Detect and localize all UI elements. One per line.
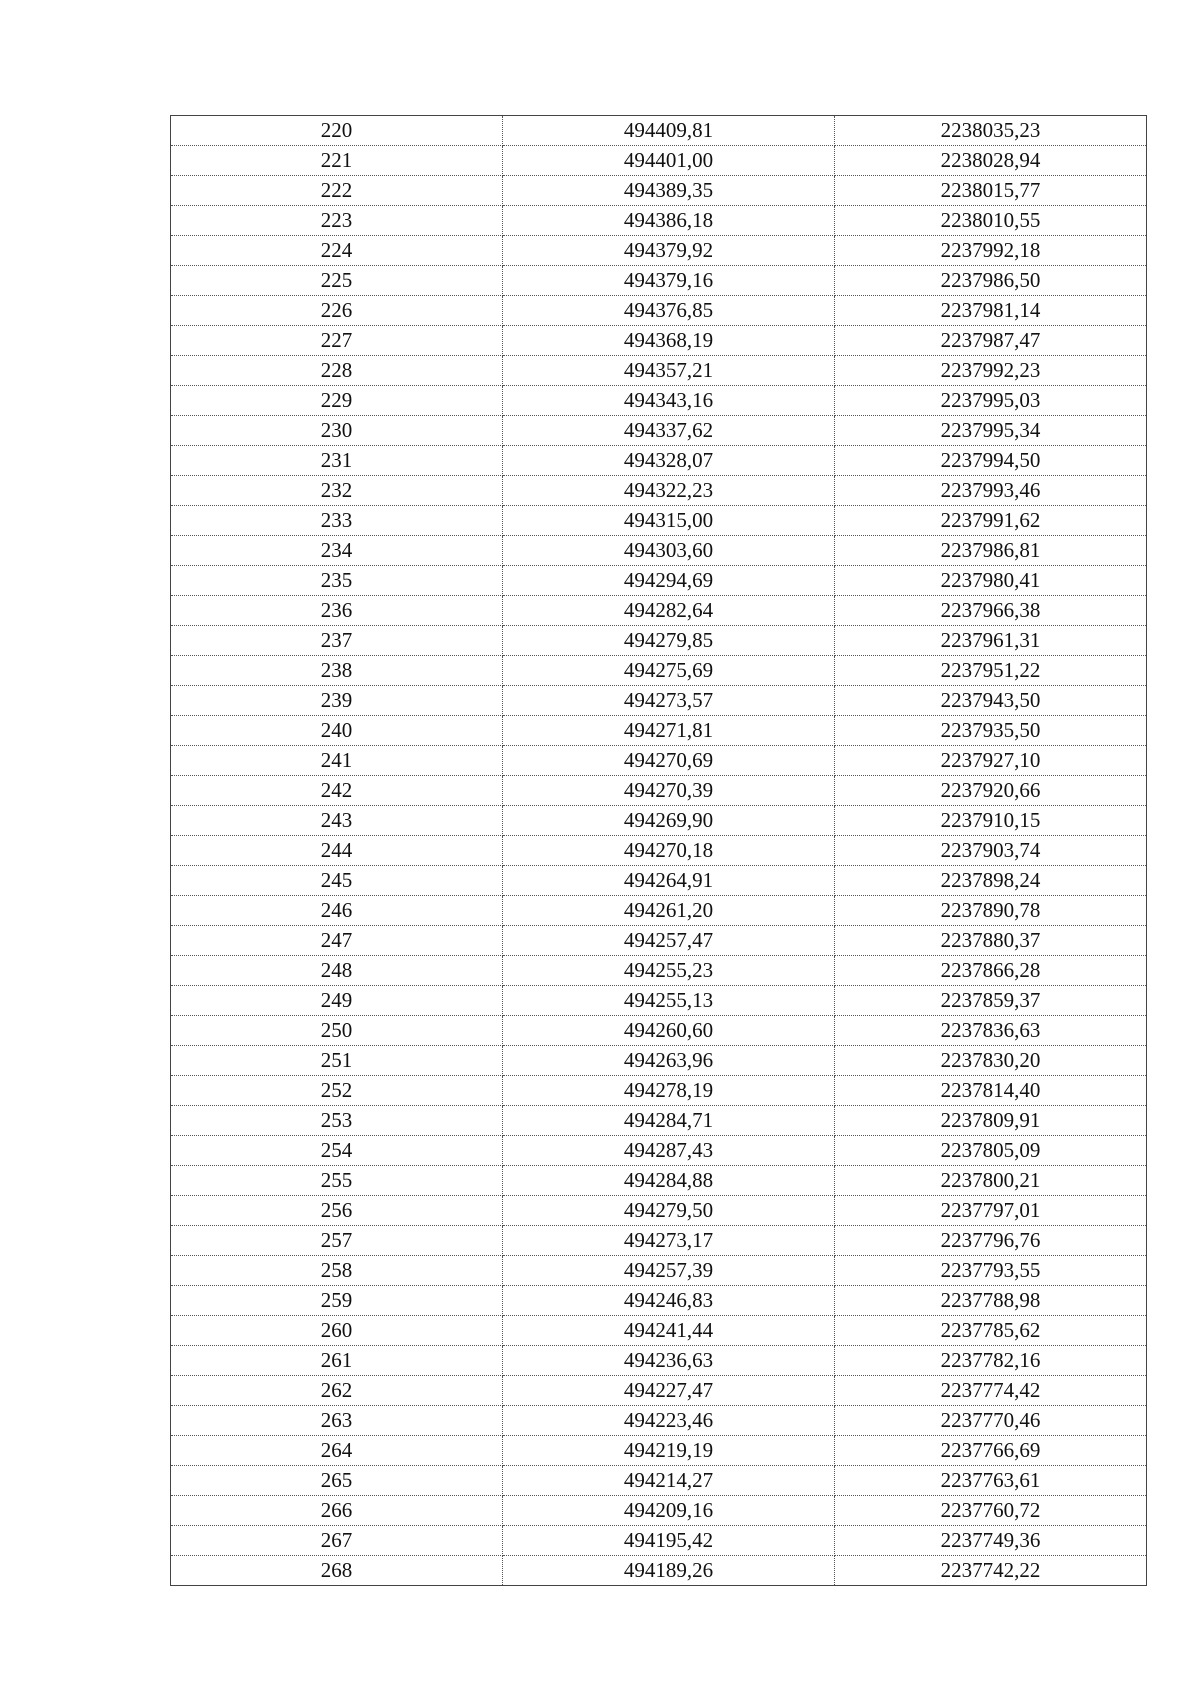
point-number-cell: 227 bbox=[171, 326, 503, 356]
table-row bbox=[171, 776, 1147, 806]
point-number-cell: 254 bbox=[171, 1136, 503, 1166]
point-number-cell: 225 bbox=[171, 266, 503, 296]
table-row bbox=[171, 1016, 1147, 1046]
x-coordinate-cell: 494409,81 bbox=[503, 116, 835, 146]
y-coordinate-cell: 2237992,18 bbox=[835, 236, 1147, 266]
x-coordinate-cell: 494246,83 bbox=[503, 1286, 835, 1316]
y-coordinate-cell: 2237782,16 bbox=[835, 1346, 1147, 1376]
y-coordinate-cell: 2237910,15 bbox=[835, 806, 1147, 836]
point-number-cell: 255 bbox=[171, 1166, 503, 1196]
table-row bbox=[171, 476, 1147, 506]
table-row bbox=[171, 236, 1147, 266]
x-coordinate-cell: 494261,20 bbox=[503, 896, 835, 926]
x-coordinate-cell: 494269,90 bbox=[503, 806, 835, 836]
x-coordinate-cell: 494337,62 bbox=[503, 416, 835, 446]
point-number-cell: 257 bbox=[171, 1226, 503, 1256]
point-number-cell: 247 bbox=[171, 926, 503, 956]
point-number-cell: 243 bbox=[171, 806, 503, 836]
x-coordinate-cell: 494279,85 bbox=[503, 626, 835, 656]
table-row bbox=[171, 1496, 1147, 1526]
y-coordinate-cell: 2237898,24 bbox=[835, 866, 1147, 896]
point-number-cell: 222 bbox=[171, 176, 503, 206]
point-number-cell: 229 bbox=[171, 386, 503, 416]
x-coordinate-cell: 494284,71 bbox=[503, 1106, 835, 1136]
x-coordinate-cell: 494236,63 bbox=[503, 1346, 835, 1376]
table-row bbox=[171, 656, 1147, 686]
y-coordinate-cell: 2238015,77 bbox=[835, 176, 1147, 206]
x-coordinate-cell: 494264,91 bbox=[503, 866, 835, 896]
table-row bbox=[171, 626, 1147, 656]
y-coordinate-cell: 2237992,23 bbox=[835, 356, 1147, 386]
table-row bbox=[171, 1316, 1147, 1346]
table-row bbox=[171, 176, 1147, 206]
point-number-cell: 256 bbox=[171, 1196, 503, 1226]
y-coordinate-cell: 2237991,62 bbox=[835, 506, 1147, 536]
point-number-cell: 264 bbox=[171, 1436, 503, 1466]
x-coordinate-cell: 494379,92 bbox=[503, 236, 835, 266]
point-number-cell: 226 bbox=[171, 296, 503, 326]
coordinates-table bbox=[170, 115, 1147, 1586]
point-number-cell: 259 bbox=[171, 1286, 503, 1316]
table-row bbox=[171, 446, 1147, 476]
y-coordinate-cell: 2237980,41 bbox=[835, 566, 1147, 596]
x-coordinate-cell: 494357,21 bbox=[503, 356, 835, 386]
table-row bbox=[171, 1406, 1147, 1436]
y-coordinate-cell: 2237986,81 bbox=[835, 536, 1147, 566]
x-coordinate-cell: 494275,69 bbox=[503, 656, 835, 686]
y-coordinate-cell: 2238035,23 bbox=[835, 116, 1147, 146]
table-row bbox=[171, 926, 1147, 956]
table-row bbox=[171, 596, 1147, 626]
x-coordinate-cell: 494303,60 bbox=[503, 536, 835, 566]
y-coordinate-cell: 2237760,72 bbox=[835, 1496, 1147, 1526]
x-coordinate-cell: 494294,69 bbox=[503, 566, 835, 596]
table-row bbox=[171, 836, 1147, 866]
y-coordinate-cell: 2237774,42 bbox=[835, 1376, 1147, 1406]
table-row bbox=[171, 296, 1147, 326]
point-number-cell: 241 bbox=[171, 746, 503, 776]
point-number-cell: 244 bbox=[171, 836, 503, 866]
y-coordinate-cell: 2237866,28 bbox=[835, 956, 1147, 986]
table-row bbox=[171, 416, 1147, 446]
point-number-cell: 261 bbox=[171, 1346, 503, 1376]
x-coordinate-cell: 494376,85 bbox=[503, 296, 835, 326]
table-row bbox=[171, 326, 1147, 356]
table-row bbox=[171, 1166, 1147, 1196]
x-coordinate-cell: 494328,07 bbox=[503, 446, 835, 476]
table-row bbox=[171, 1466, 1147, 1496]
table-row bbox=[171, 206, 1147, 236]
point-number-cell: 221 bbox=[171, 146, 503, 176]
y-coordinate-cell: 2237943,50 bbox=[835, 686, 1147, 716]
y-coordinate-cell: 2237920,66 bbox=[835, 776, 1147, 806]
point-number-cell: 236 bbox=[171, 596, 503, 626]
y-coordinate-cell: 2237830,20 bbox=[835, 1046, 1147, 1076]
x-coordinate-cell: 494401,00 bbox=[503, 146, 835, 176]
table-row bbox=[171, 1346, 1147, 1376]
x-coordinate-cell: 494273,57 bbox=[503, 686, 835, 716]
table-row bbox=[171, 686, 1147, 716]
point-number-cell: 232 bbox=[171, 476, 503, 506]
x-coordinate-cell: 494368,19 bbox=[503, 326, 835, 356]
point-number-cell: 224 bbox=[171, 236, 503, 266]
coordinates-table-body bbox=[171, 116, 1147, 1586]
y-coordinate-cell: 2237785,62 bbox=[835, 1316, 1147, 1346]
table-row bbox=[171, 1106, 1147, 1136]
point-number-cell: 251 bbox=[171, 1046, 503, 1076]
x-coordinate-cell: 494260,60 bbox=[503, 1016, 835, 1046]
x-coordinate-cell: 494284,88 bbox=[503, 1166, 835, 1196]
x-coordinate-cell: 494223,46 bbox=[503, 1406, 835, 1436]
y-coordinate-cell: 2237987,47 bbox=[835, 326, 1147, 356]
y-coordinate-cell: 2237986,50 bbox=[835, 266, 1147, 296]
point-number-cell: 262 bbox=[171, 1376, 503, 1406]
x-coordinate-cell: 494282,64 bbox=[503, 596, 835, 626]
point-number-cell: 266 bbox=[171, 1496, 503, 1526]
x-coordinate-cell: 494214,27 bbox=[503, 1466, 835, 1496]
point-number-cell: 230 bbox=[171, 416, 503, 446]
table-row bbox=[171, 266, 1147, 296]
table-row bbox=[171, 896, 1147, 926]
x-coordinate-cell: 494270,18 bbox=[503, 836, 835, 866]
table-row bbox=[171, 386, 1147, 416]
x-coordinate-cell: 494278,19 bbox=[503, 1076, 835, 1106]
x-coordinate-cell: 494379,16 bbox=[503, 266, 835, 296]
table-row bbox=[171, 506, 1147, 536]
point-number-cell: 246 bbox=[171, 896, 503, 926]
x-coordinate-cell: 494386,18 bbox=[503, 206, 835, 236]
point-number-cell: 240 bbox=[171, 716, 503, 746]
x-coordinate-cell: 494255,23 bbox=[503, 956, 835, 986]
y-coordinate-cell: 2237961,31 bbox=[835, 626, 1147, 656]
y-coordinate-cell: 2237890,78 bbox=[835, 896, 1147, 926]
table-row bbox=[171, 146, 1147, 176]
point-number-cell: 265 bbox=[171, 1466, 503, 1496]
y-coordinate-cell: 2238028,94 bbox=[835, 146, 1147, 176]
x-coordinate-cell: 494315,00 bbox=[503, 506, 835, 536]
y-coordinate-cell: 2237880,37 bbox=[835, 926, 1147, 956]
point-number-cell: 238 bbox=[171, 656, 503, 686]
table-row bbox=[171, 1286, 1147, 1316]
point-number-cell: 249 bbox=[171, 986, 503, 1016]
point-number-cell: 250 bbox=[171, 1016, 503, 1046]
y-coordinate-cell: 2237788,98 bbox=[835, 1286, 1147, 1316]
x-coordinate-cell: 494270,39 bbox=[503, 776, 835, 806]
x-coordinate-cell: 494219,19 bbox=[503, 1436, 835, 1466]
y-coordinate-cell: 2237749,36 bbox=[835, 1526, 1147, 1556]
y-coordinate-cell: 2237995,34 bbox=[835, 416, 1147, 446]
y-coordinate-cell: 2237927,10 bbox=[835, 746, 1147, 776]
x-coordinate-cell: 494287,43 bbox=[503, 1136, 835, 1166]
point-number-cell: 235 bbox=[171, 566, 503, 596]
x-coordinate-cell: 494189,26 bbox=[503, 1556, 835, 1586]
point-number-cell: 253 bbox=[171, 1106, 503, 1136]
y-coordinate-cell: 2237742,22 bbox=[835, 1556, 1147, 1586]
point-number-cell: 263 bbox=[171, 1406, 503, 1436]
table-row bbox=[171, 1436, 1147, 1466]
x-coordinate-cell: 494209,16 bbox=[503, 1496, 835, 1526]
table-row bbox=[171, 866, 1147, 896]
y-coordinate-cell: 2237859,37 bbox=[835, 986, 1147, 1016]
y-coordinate-cell: 2237796,76 bbox=[835, 1226, 1147, 1256]
point-number-cell: 242 bbox=[171, 776, 503, 806]
y-coordinate-cell: 2237770,46 bbox=[835, 1406, 1147, 1436]
table-row bbox=[171, 1556, 1147, 1586]
point-number-cell: 252 bbox=[171, 1076, 503, 1106]
table-row bbox=[171, 716, 1147, 746]
y-coordinate-cell: 2237800,21 bbox=[835, 1166, 1147, 1196]
table-row bbox=[171, 1376, 1147, 1406]
y-coordinate-cell: 2237993,46 bbox=[835, 476, 1147, 506]
table-row bbox=[171, 116, 1147, 146]
y-coordinate-cell: 2237935,50 bbox=[835, 716, 1147, 746]
x-coordinate-cell: 494227,47 bbox=[503, 1376, 835, 1406]
point-number-cell: 220 bbox=[171, 116, 503, 146]
table-row bbox=[171, 566, 1147, 596]
point-number-cell: 231 bbox=[171, 446, 503, 476]
y-coordinate-cell: 2237809,91 bbox=[835, 1106, 1147, 1136]
y-coordinate-cell: 2238010,55 bbox=[835, 206, 1147, 236]
table-row bbox=[171, 1196, 1147, 1226]
x-coordinate-cell: 494271,81 bbox=[503, 716, 835, 746]
x-coordinate-cell: 494195,42 bbox=[503, 1526, 835, 1556]
table-row bbox=[171, 986, 1147, 1016]
y-coordinate-cell: 2237836,63 bbox=[835, 1016, 1147, 1046]
x-coordinate-cell: 494279,50 bbox=[503, 1196, 835, 1226]
table-row bbox=[171, 746, 1147, 776]
y-coordinate-cell: 2237981,14 bbox=[835, 296, 1147, 326]
x-coordinate-cell: 494257,39 bbox=[503, 1256, 835, 1286]
table-row bbox=[171, 1046, 1147, 1076]
x-coordinate-cell: 494257,47 bbox=[503, 926, 835, 956]
table-row bbox=[171, 956, 1147, 986]
y-coordinate-cell: 2237797,01 bbox=[835, 1196, 1147, 1226]
y-coordinate-cell: 2237995,03 bbox=[835, 386, 1147, 416]
table-row bbox=[171, 1526, 1147, 1556]
x-coordinate-cell: 494263,96 bbox=[503, 1046, 835, 1076]
point-number-cell: 237 bbox=[171, 626, 503, 656]
point-number-cell: 234 bbox=[171, 536, 503, 566]
y-coordinate-cell: 2237951,22 bbox=[835, 656, 1147, 686]
point-number-cell: 228 bbox=[171, 356, 503, 386]
x-coordinate-cell: 494241,44 bbox=[503, 1316, 835, 1346]
y-coordinate-cell: 2237766,69 bbox=[835, 1436, 1147, 1466]
point-number-cell: 223 bbox=[171, 206, 503, 236]
table-row bbox=[171, 1256, 1147, 1286]
point-number-cell: 233 bbox=[171, 506, 503, 536]
point-number-cell: 245 bbox=[171, 866, 503, 896]
y-coordinate-cell: 2237903,74 bbox=[835, 836, 1147, 866]
point-number-cell: 239 bbox=[171, 686, 503, 716]
y-coordinate-cell: 2237966,38 bbox=[835, 596, 1147, 626]
point-number-cell: 268 bbox=[171, 1556, 503, 1586]
point-number-cell: 260 bbox=[171, 1316, 503, 1346]
table-row bbox=[171, 356, 1147, 386]
y-coordinate-cell: 2237994,50 bbox=[835, 446, 1147, 476]
point-number-cell: 267 bbox=[171, 1526, 503, 1556]
y-coordinate-cell: 2237793,55 bbox=[835, 1256, 1147, 1286]
x-coordinate-cell: 494273,17 bbox=[503, 1226, 835, 1256]
y-coordinate-cell: 2237814,40 bbox=[835, 1076, 1147, 1106]
table-row bbox=[171, 536, 1147, 566]
table-row bbox=[171, 1136, 1147, 1166]
table-row bbox=[171, 1226, 1147, 1256]
x-coordinate-cell: 494270,69 bbox=[503, 746, 835, 776]
table-row bbox=[171, 1076, 1147, 1106]
x-coordinate-cell: 494255,13 bbox=[503, 986, 835, 1016]
x-coordinate-cell: 494343,16 bbox=[503, 386, 835, 416]
point-number-cell: 258 bbox=[171, 1256, 503, 1286]
point-number-cell: 248 bbox=[171, 956, 503, 986]
x-coordinate-cell: 494322,23 bbox=[503, 476, 835, 506]
y-coordinate-cell: 2237763,61 bbox=[835, 1466, 1147, 1496]
y-coordinate-cell: 2237805,09 bbox=[835, 1136, 1147, 1166]
table-row bbox=[171, 806, 1147, 836]
x-coordinate-cell: 494389,35 bbox=[503, 176, 835, 206]
